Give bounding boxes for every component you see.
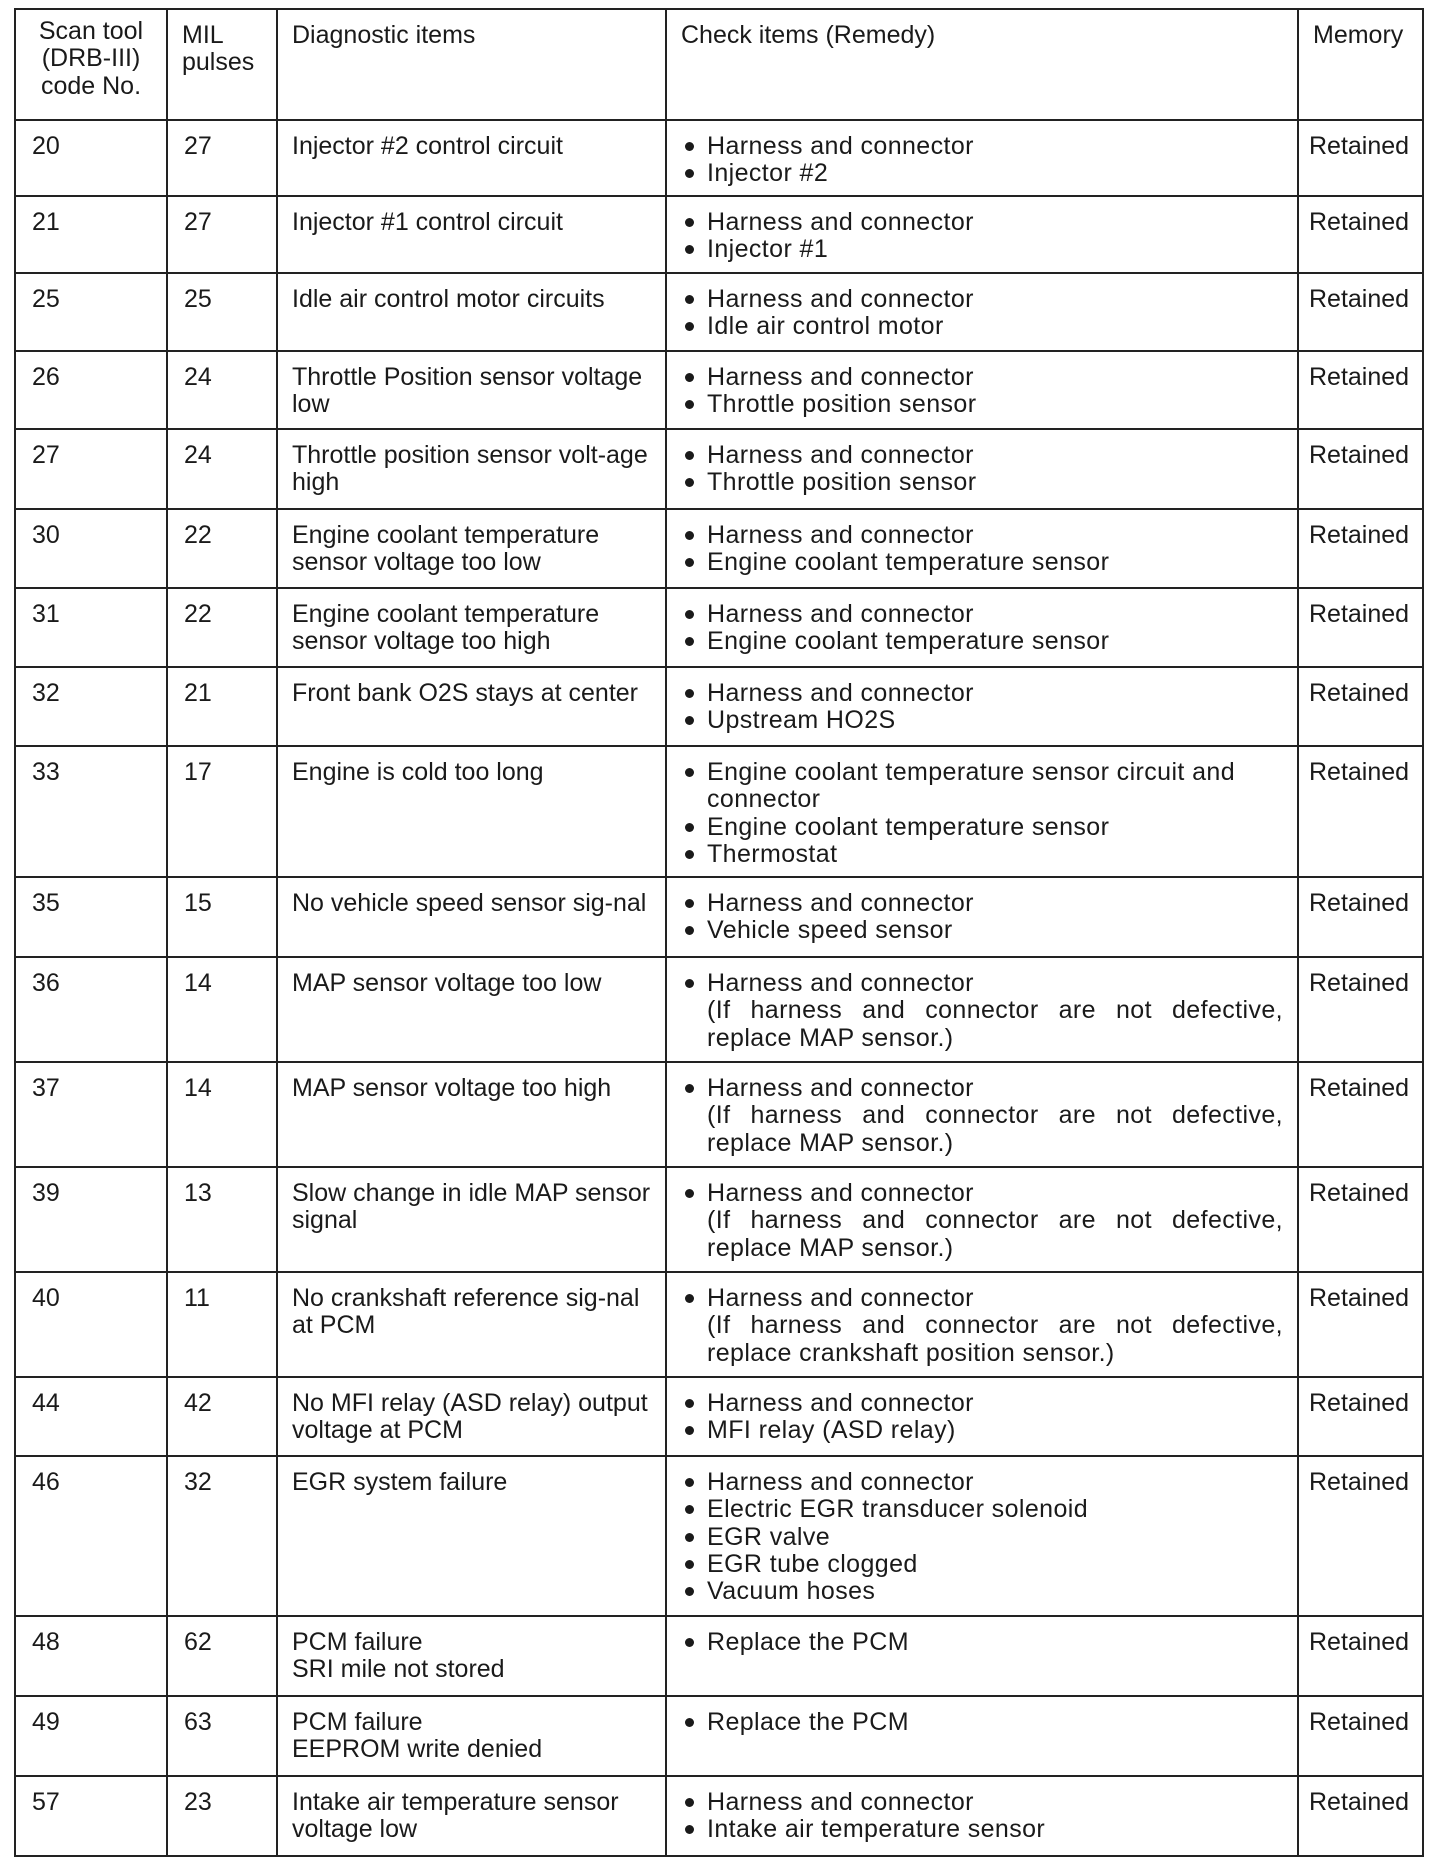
diagnostic-item-text: Engine coolant temperature sensor voltage too high bbox=[292, 600, 600, 656]
cell-scan-tool-code: 31 bbox=[15, 588, 167, 667]
table-header-row bbox=[15, 9, 1423, 120]
cell-check-items bbox=[666, 120, 1298, 196]
cell-diagnostic-item bbox=[277, 1696, 666, 1776]
check-item: Idle air control motor bbox=[681, 313, 1283, 340]
diagnostic-item-text: EGR system failure bbox=[292, 1468, 508, 1496]
check-item: Harness and connector bbox=[681, 133, 1283, 160]
table-row bbox=[15, 1272, 1423, 1377]
cell-scan-tool-code: 21 bbox=[15, 196, 167, 273]
cell-check-items bbox=[666, 1377, 1298, 1456]
header-scan-tool-code: Scan tool (DRB-III) code No. bbox=[15, 9, 167, 120]
check-item-list bbox=[681, 1075, 1283, 1157]
check-item: Harness and connector bbox=[681, 890, 1283, 917]
check-item: Harness and connector bbox=[681, 1075, 1283, 1102]
cell-mil-pulses: 14 bbox=[167, 1062, 277, 1167]
check-item: Thermostat bbox=[681, 841, 1283, 868]
cell-mil-pulses: 62 bbox=[167, 1616, 277, 1696]
cell-scan-tool-code: 40 bbox=[15, 1272, 167, 1377]
check-item: MFI relay (ASD relay) bbox=[681, 1417, 1283, 1444]
diagnostic-item-text: PCM failure bbox=[292, 1628, 423, 1656]
check-item: Harness and connector bbox=[681, 680, 1283, 707]
cell-scan-tool-code: 57 bbox=[15, 1776, 167, 1856]
cell-memory: Retained bbox=[1298, 509, 1423, 588]
cell-memory: Retained bbox=[1298, 1776, 1423, 1856]
cell-check-items bbox=[666, 1272, 1298, 1377]
check-item: Throttle position sensor bbox=[681, 469, 1283, 496]
check-item-list bbox=[681, 1789, 1283, 1844]
cell-check-items bbox=[666, 429, 1298, 509]
cell-scan-tool-code: 25 bbox=[15, 273, 167, 351]
table-row bbox=[15, 667, 1423, 746]
cell-mil-pulses: 32 bbox=[167, 1456, 277, 1616]
cell-mil-pulses: 25 bbox=[167, 273, 277, 351]
cell-check-items bbox=[666, 746, 1298, 877]
check-item: Harness and connector bbox=[681, 286, 1283, 313]
check-item-list bbox=[681, 890, 1283, 945]
diagnostic-item-text: Throttle Position sensor voltage low bbox=[292, 363, 643, 419]
table-row bbox=[15, 746, 1423, 877]
check-item: Replace the PCM bbox=[681, 1709, 1283, 1736]
check-item: Engine coolant temperature sensor bbox=[681, 628, 1283, 655]
table-row bbox=[15, 351, 1423, 429]
cell-scan-tool-code: 44 bbox=[15, 1377, 167, 1456]
check-item-list bbox=[681, 286, 1283, 341]
cell-mil-pulses: 13 bbox=[167, 1167, 277, 1272]
table-row bbox=[15, 120, 1423, 196]
cell-diagnostic-item bbox=[277, 667, 666, 746]
table-row bbox=[15, 1456, 1423, 1616]
diagnostic-item-subtext: SRI mile not stored bbox=[292, 1655, 505, 1684]
table-row bbox=[15, 273, 1423, 351]
diagnostic-item-text: No crankshaft reference sig-nal at PCM bbox=[292, 1284, 640, 1340]
cell-mil-pulses: 24 bbox=[167, 351, 277, 429]
diagnostic-item-text: PCM failure bbox=[292, 1708, 423, 1736]
cell-memory: Retained bbox=[1298, 877, 1423, 957]
check-item: EGR tube clogged bbox=[681, 1551, 1283, 1578]
check-item-note: (If harness and connector are not defective, replace MAP sensor.) bbox=[707, 1206, 1283, 1262]
diagnostic-item-text: MAP sensor voltage too high bbox=[292, 1074, 612, 1102]
check-item: Harness and connector bbox=[681, 1789, 1283, 1816]
check-item-note: (If harness and connector are not defective, replace crankshaft position sensor.) bbox=[707, 1311, 1283, 1367]
check-item-list bbox=[681, 1390, 1283, 1445]
cell-memory: Retained bbox=[1298, 957, 1423, 1062]
cell-scan-tool-code: 48 bbox=[15, 1616, 167, 1696]
cell-memory: Retained bbox=[1298, 1456, 1423, 1616]
check-item-list bbox=[681, 601, 1283, 656]
cell-diagnostic-item bbox=[277, 196, 666, 273]
cell-diagnostic-item bbox=[277, 957, 666, 1062]
check-item: Replace the PCM bbox=[681, 1629, 1283, 1656]
header-check-items: Check items (Remedy) bbox=[666, 9, 1298, 120]
check-item-list bbox=[681, 1469, 1283, 1605]
cell-memory: Retained bbox=[1298, 120, 1423, 196]
check-item: Harness and connector bbox=[681, 442, 1283, 469]
cell-diagnostic-item bbox=[277, 120, 666, 196]
cell-diagnostic-item bbox=[277, 429, 666, 509]
diagnostic-item-text: Slow change in idle MAP sensor signal bbox=[292, 1179, 651, 1235]
cell-memory: Retained bbox=[1298, 1167, 1423, 1272]
cell-check-items bbox=[666, 667, 1298, 746]
cell-check-items bbox=[666, 509, 1298, 588]
cell-scan-tool-code: 33 bbox=[15, 746, 167, 877]
table-row bbox=[15, 429, 1423, 509]
check-item: Harness and connector bbox=[681, 1180, 1283, 1207]
cell-scan-tool-code: 26 bbox=[15, 351, 167, 429]
cell-memory: Retained bbox=[1298, 351, 1423, 429]
cell-scan-tool-code: 36 bbox=[15, 957, 167, 1062]
check-item: Injector #2 bbox=[681, 160, 1283, 187]
cell-scan-tool-code: 20 bbox=[15, 120, 167, 196]
check-item: Electric EGR transducer solenoid bbox=[681, 1496, 1283, 1523]
check-item-list bbox=[681, 970, 1283, 1052]
cell-check-items bbox=[666, 1167, 1298, 1272]
cell-check-items bbox=[666, 1616, 1298, 1696]
diagnostic-item-text: Engine is cold too long bbox=[292, 758, 544, 786]
cell-memory: Retained bbox=[1298, 746, 1423, 877]
check-item-note: (If harness and connector are not defective, replace MAP sensor.) bbox=[707, 996, 1283, 1052]
cell-scan-tool-code: 37 bbox=[15, 1062, 167, 1167]
cell-check-items bbox=[666, 273, 1298, 351]
cell-check-items bbox=[666, 1696, 1298, 1776]
cell-mil-pulses: 17 bbox=[167, 746, 277, 877]
check-item: Engine coolant temperature sensor circuit and connector bbox=[681, 759, 1283, 814]
table-row bbox=[15, 509, 1423, 588]
table-body bbox=[15, 120, 1423, 1856]
check-item-list bbox=[681, 1285, 1283, 1367]
diagnostic-item-text: Front bank O2S stays at center bbox=[292, 679, 638, 707]
cell-memory: Retained bbox=[1298, 1616, 1423, 1696]
diagnostic-code-table bbox=[14, 8, 1424, 1857]
cell-diagnostic-item bbox=[277, 588, 666, 667]
check-item: Harness and connector bbox=[681, 364, 1283, 391]
diagnostic-item-text: Idle air control motor circuits bbox=[292, 285, 605, 313]
check-item-list bbox=[681, 133, 1283, 188]
check-item: Throttle position sensor bbox=[681, 391, 1283, 418]
table-row bbox=[15, 1696, 1423, 1776]
header-mil-pulses: MIL pulses bbox=[167, 9, 277, 120]
check-item: Vehicle speed sensor bbox=[681, 917, 1283, 944]
header-diagnostic-items: Diagnostic items bbox=[277, 9, 666, 120]
check-item: Injector #1 bbox=[681, 236, 1283, 263]
table-row bbox=[15, 1167, 1423, 1272]
table-row bbox=[15, 957, 1423, 1062]
check-item-list bbox=[681, 522, 1283, 577]
diagnostic-item-text: Injector #2 control circuit bbox=[292, 132, 563, 160]
cell-memory: Retained bbox=[1298, 1062, 1423, 1167]
check-item: Harness and connector bbox=[681, 1390, 1283, 1417]
diagnostic-item-text: No vehicle speed sensor sig-nal bbox=[292, 889, 647, 917]
cell-memory: Retained bbox=[1298, 667, 1423, 746]
cell-diagnostic-item bbox=[277, 351, 666, 429]
cell-diagnostic-item bbox=[277, 1377, 666, 1456]
check-item-list bbox=[681, 1629, 1283, 1656]
check-item: Upstream HO2S bbox=[681, 707, 1283, 734]
check-item: EGR valve bbox=[681, 1524, 1283, 1551]
check-item: Vacuum hoses bbox=[681, 1578, 1283, 1605]
check-item-note: (If harness and connector are not defective, replace MAP sensor.) bbox=[707, 1101, 1283, 1157]
check-item: Engine coolant temperature sensor bbox=[681, 814, 1283, 841]
cell-mil-pulses: 27 bbox=[167, 120, 277, 196]
header-memory: Memory bbox=[1298, 9, 1423, 120]
cell-mil-pulses: 42 bbox=[167, 1377, 277, 1456]
cell-scan-tool-code: 46 bbox=[15, 1456, 167, 1616]
check-item-list bbox=[681, 680, 1283, 735]
cell-scan-tool-code: 49 bbox=[15, 1696, 167, 1776]
cell-diagnostic-item bbox=[277, 1456, 666, 1616]
check-item: Harness and connector bbox=[681, 1469, 1283, 1496]
cell-diagnostic-item bbox=[277, 877, 666, 957]
cell-diagnostic-item bbox=[277, 509, 666, 588]
table-row bbox=[15, 877, 1423, 957]
check-item-list bbox=[681, 209, 1283, 264]
cell-memory: Retained bbox=[1298, 1377, 1423, 1456]
diagnostic-item-subtext: EEPROM write denied bbox=[292, 1735, 543, 1764]
cell-diagnostic-item bbox=[277, 746, 666, 877]
check-item: Engine coolant temperature sensor bbox=[681, 549, 1283, 576]
cell-check-items bbox=[666, 1062, 1298, 1167]
cell-check-items bbox=[666, 351, 1298, 429]
cell-mil-pulses: 63 bbox=[167, 1696, 277, 1776]
table-row bbox=[15, 196, 1423, 273]
check-item: Harness and connector bbox=[681, 1285, 1283, 1312]
cell-memory: Retained bbox=[1298, 1696, 1423, 1776]
table-row bbox=[15, 1062, 1423, 1167]
cell-mil-pulses: 15 bbox=[167, 877, 277, 957]
check-item: Harness and connector bbox=[681, 209, 1283, 236]
check-item-list bbox=[681, 442, 1283, 497]
diagnostic-item-text: Intake air temperature sensor voltage low bbox=[292, 1788, 619, 1844]
check-item: Harness and connector bbox=[681, 601, 1283, 628]
cell-check-items bbox=[666, 588, 1298, 667]
check-item: Intake air temperature sensor bbox=[681, 1816, 1283, 1843]
diagnostic-item-text: Engine coolant temperature sensor voltage too low bbox=[292, 521, 600, 577]
cell-mil-pulses: 14 bbox=[167, 957, 277, 1062]
cell-diagnostic-item bbox=[277, 1616, 666, 1696]
diagnostic-item-text: Injector #1 control circuit bbox=[292, 208, 563, 236]
cell-diagnostic-item bbox=[277, 1272, 666, 1377]
check-item: Harness and connector bbox=[681, 970, 1283, 997]
cell-check-items bbox=[666, 957, 1298, 1062]
check-item: Harness and connector bbox=[681, 522, 1283, 549]
cell-mil-pulses: 27 bbox=[167, 196, 277, 273]
cell-memory: Retained bbox=[1298, 273, 1423, 351]
cell-diagnostic-item bbox=[277, 1167, 666, 1272]
cell-check-items bbox=[666, 196, 1298, 273]
cell-mil-pulses: 21 bbox=[167, 667, 277, 746]
cell-memory: Retained bbox=[1298, 588, 1423, 667]
cell-memory: Retained bbox=[1298, 429, 1423, 509]
cell-scan-tool-code: 39 bbox=[15, 1167, 167, 1272]
cell-mil-pulses: 11 bbox=[167, 1272, 277, 1377]
cell-scan-tool-code: 30 bbox=[15, 509, 167, 588]
check-item-list bbox=[681, 364, 1283, 419]
diagnostic-item-text: Throttle position sensor volt-age high bbox=[292, 441, 648, 497]
check-item-list bbox=[681, 1180, 1283, 1262]
table-row bbox=[15, 1616, 1423, 1696]
cell-mil-pulses: 22 bbox=[167, 509, 277, 588]
table-row bbox=[15, 1377, 1423, 1456]
cell-scan-tool-code: 35 bbox=[15, 877, 167, 957]
diagnostic-item-text: MAP sensor voltage too low bbox=[292, 969, 602, 997]
cell-check-items bbox=[666, 1456, 1298, 1616]
cell-memory: Retained bbox=[1298, 196, 1423, 273]
diagnostic-item-text: No MFI relay (ASD relay) output voltage at PCM bbox=[292, 1389, 648, 1445]
cell-check-items bbox=[666, 1776, 1298, 1856]
cell-check-items bbox=[666, 877, 1298, 957]
cell-mil-pulses: 24 bbox=[167, 429, 277, 509]
cell-diagnostic-item bbox=[277, 1776, 666, 1856]
check-item-list bbox=[681, 1709, 1283, 1736]
cell-memory: Retained bbox=[1298, 1272, 1423, 1377]
cell-mil-pulses: 22 bbox=[167, 588, 277, 667]
cell-diagnostic-item bbox=[277, 273, 666, 351]
cell-scan-tool-code: 32 bbox=[15, 667, 167, 746]
table-row bbox=[15, 588, 1423, 667]
check-item-list bbox=[681, 759, 1283, 868]
cell-mil-pulses: 23 bbox=[167, 1776, 277, 1856]
table-row bbox=[15, 1776, 1423, 1856]
cell-scan-tool-code: 27 bbox=[15, 429, 167, 509]
cell-diagnostic-item bbox=[277, 1062, 666, 1167]
